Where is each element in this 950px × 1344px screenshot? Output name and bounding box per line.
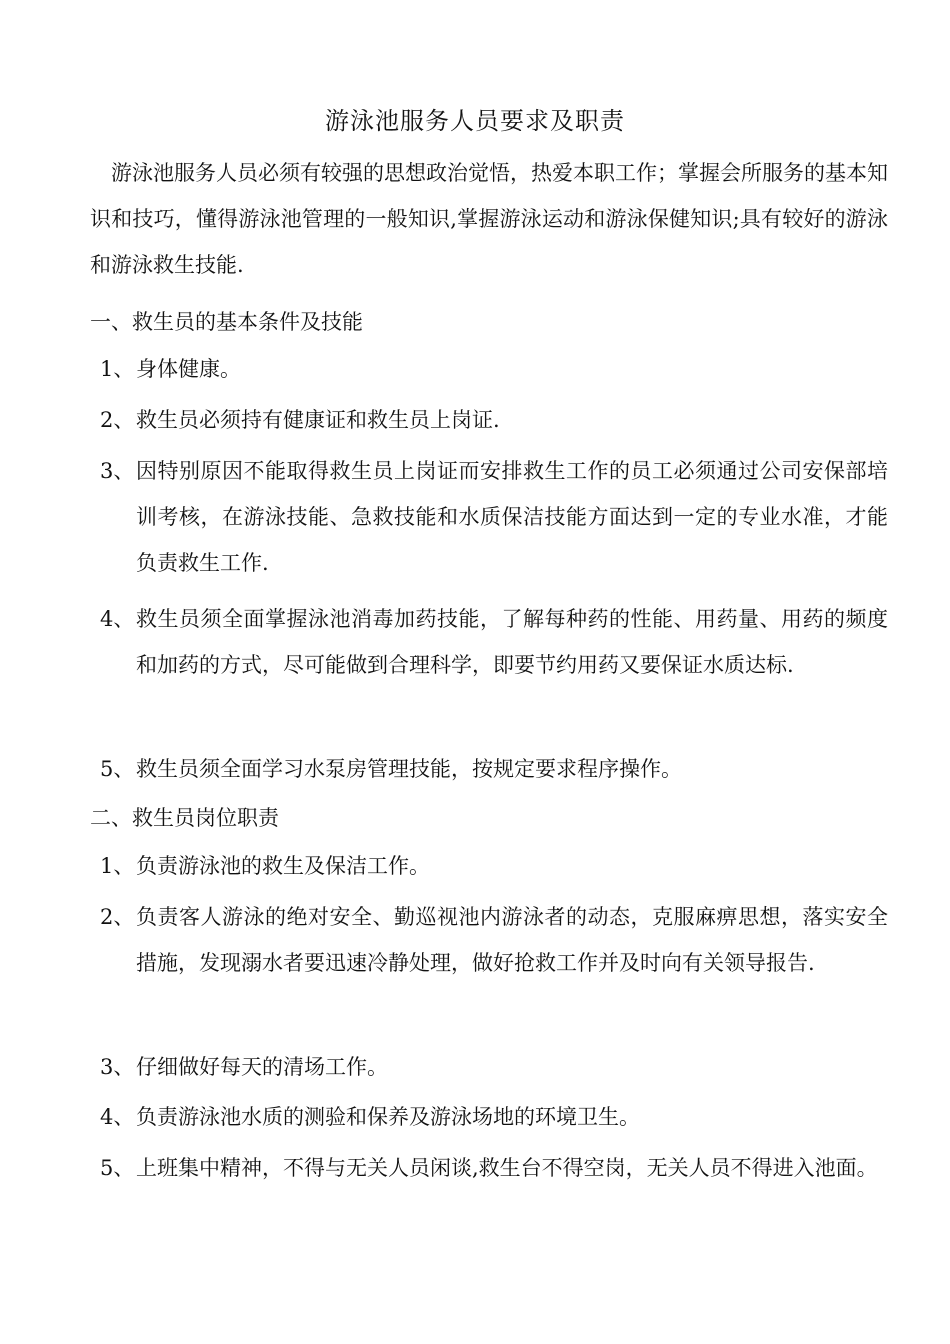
list-item: [90, 1044, 888, 1090]
list-item: [90, 346, 888, 392]
item-number: 2、: [100, 905, 135, 929]
item-number: 5、: [100, 757, 135, 781]
item-number: 3、: [100, 1055, 135, 1079]
intro-paragraph: 游泳池服务人员必须有较强的思想政治觉悟，热爱本职工作；掌握会所服务的基本知识和技巧，懂得游泳池管理的一般知识,掌握游泳运动和游泳保健知识;具有较好的游泳和游泳救生技能.: [90, 161, 888, 277]
document-title: 游泳池服务人员要求及职责: [325, 107, 625, 135]
item-text: 身体健康。: [136, 357, 241, 381]
list-item: [90, 1094, 888, 1140]
item-text: 负责游泳池的救生及保洁工作。: [136, 854, 430, 878]
item-number: 5、: [100, 1156, 135, 1180]
item-text: 负责客人游泳的绝对安全、勤巡视池内游泳者的动态，克服麻痹思想，落实安全措施，发现溺水者要迅速冷静处理，做好抢救工作并及时向有关领导报告.: [136, 905, 888, 975]
list-item: [90, 397, 888, 443]
item-text: 负责游泳池水质的测验和保养及游泳场地的环境卫生。: [136, 1105, 640, 1129]
item-text: 救生员须全面掌握泳池消毒加药技能，了解每种药的性能、用药量、用药的频度和加药的方式，尽可能做到合理科学，即要节约用药又要保证水质达标.: [136, 607, 888, 677]
list-item: [90, 746, 888, 792]
item-text: 救生员须全面学习水泵房管理技能，按规定要求程序操作。: [136, 757, 682, 781]
item-number: 2、: [100, 408, 135, 432]
item-text: 因特别原因不能取得救生员上岗证而安排救生工作的员工必须通过公司安保部培训考核，在游泳技能、急救技能和水质保洁技能方面达到一定的专业水准，才能负责救生工作.: [136, 459, 888, 575]
list-item: [90, 1145, 888, 1191]
item-number: 1、: [100, 357, 135, 381]
section-heading-2: 二、救生员岗位职责: [90, 806, 279, 830]
list-item: [90, 596, 888, 688]
section-heading-1: 一、救生员的基本条件及技能: [90, 310, 363, 334]
item-text: 仔细做好每天的清场工作。: [136, 1055, 388, 1079]
list-item: [90, 843, 888, 889]
item-text: 上班集中精神，不得与无关人员闲谈,救生台不得空岗，无关人员不得进入池面。: [136, 1156, 878, 1180]
item-text: 救生员必须持有健康证和救生员上岗证.: [136, 408, 500, 432]
item-number: 4、: [100, 1105, 135, 1129]
list-item: [90, 894, 888, 986]
item-number: 4、: [100, 607, 135, 631]
item-number: 1、: [100, 854, 135, 878]
item-number: 3、: [100, 459, 135, 483]
list-item: [90, 448, 888, 586]
